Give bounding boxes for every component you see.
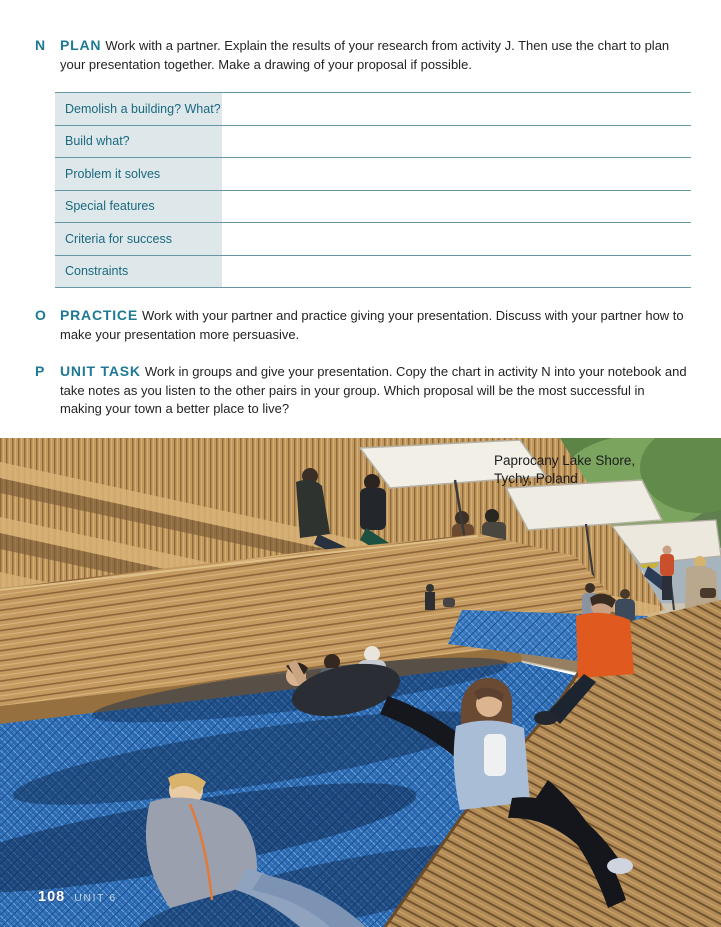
activity-n-title: PLAN	[60, 37, 102, 53]
row-label: Demolish a building? What?	[55, 93, 222, 126]
photo-illustration	[0, 438, 721, 927]
table-row	[55, 223, 691, 256]
activity-p-title: UNIT TASK	[60, 363, 141, 379]
table-row	[55, 190, 691, 223]
table-row	[55, 158, 691, 191]
row-label: Criteria for success	[55, 223, 222, 256]
activity-o	[35, 306, 690, 344]
activity-p	[35, 362, 690, 419]
table-row	[55, 125, 691, 158]
photo-caption	[494, 452, 635, 488]
activity-o-text	[60, 306, 690, 344]
photo-caption-line1: Paprocany Lake Shore,	[494, 453, 636, 468]
row-value	[222, 190, 691, 223]
row-value	[222, 255, 691, 288]
lakeside-photo	[0, 438, 721, 927]
table-row	[55, 255, 691, 288]
row-label: Build what?	[55, 125, 222, 158]
row-value	[222, 125, 691, 158]
activity-o-letter: O	[35, 307, 46, 323]
row-label: Constraints	[55, 255, 222, 288]
photo-caption-line2: Tychy, Poland	[494, 471, 578, 486]
activity-p-body: Work in groups and give your presentation. Copy the chart in activity N into your notebook and take notes as you listen to the other pairs in your group. Which proposal will be the most successful in making your town a better place to live?	[60, 364, 687, 416]
activity-n-body: Work with a partner. Explain the results of your research from activity J. Then use the chart to plan your presentation together. Make a drawing of your proposal if possible.	[60, 38, 670, 72]
page-footer	[38, 889, 117, 905]
row-value	[222, 223, 691, 256]
row-value	[222, 158, 691, 191]
plan-chart-table	[55, 92, 691, 288]
unit-label: UNIT 6	[74, 892, 117, 904]
page-number: 108	[38, 889, 66, 905]
activity-n	[35, 36, 690, 74]
activity-p-text	[60, 362, 690, 419]
row-label: Problem it solves	[55, 158, 222, 191]
table-row	[55, 93, 691, 126]
row-label: Special features	[55, 190, 222, 223]
activity-o-body: Work with your partner and practice giving your presentation. Discuss with your partner how to make your presentation more persuasive.	[60, 308, 684, 342]
activity-n-letter: N	[35, 37, 46, 53]
activity-p-letter: P	[35, 363, 45, 379]
activity-o-title: PRACTICE	[60, 307, 138, 323]
row-value	[222, 93, 691, 126]
activity-n-text	[60, 36, 690, 74]
